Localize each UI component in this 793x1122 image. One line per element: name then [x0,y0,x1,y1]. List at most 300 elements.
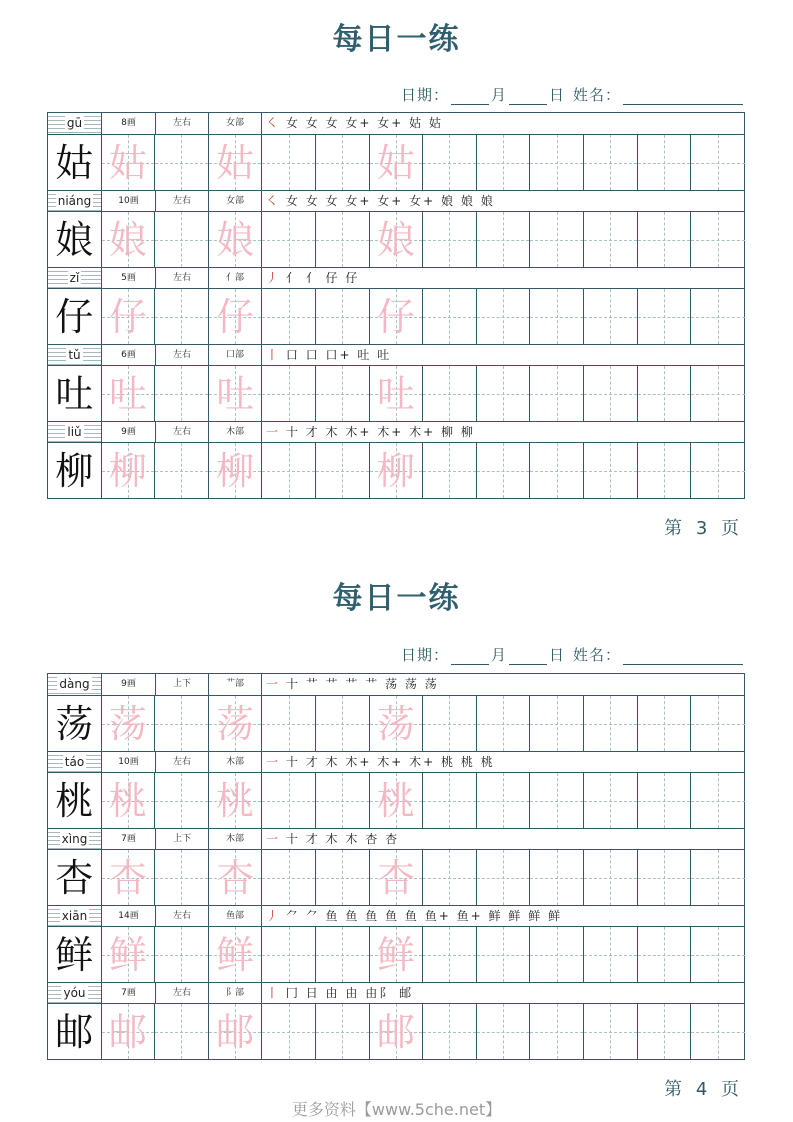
practice-cell[interactable] [691,366,745,421]
stroke-step: 艹 [345,677,360,691]
pinyin-text: tǔ [68,348,81,362]
practice-cell[interactable] [209,850,263,905]
practice-cell[interactable] [530,289,584,344]
name-blank[interactable] [623,650,743,665]
practice-cell[interactable] [584,927,638,982]
model-character: 吐 [55,371,94,416]
practice-cell[interactable] [584,696,638,751]
stroke-count: 14画 [102,906,156,927]
practice-cell[interactable] [584,773,638,828]
practice-cell[interactable] [423,850,477,905]
stroke-step: 女 [285,116,300,130]
practice-cell[interactable] [584,212,638,267]
stroke-step: 鱼 [325,909,340,923]
practice-cell[interactable] [530,135,584,190]
practice-cell[interactable] [477,135,531,190]
practice-cell[interactable] [423,773,477,828]
model-character: 鲜 [55,932,94,977]
stroke-step: 女+ [377,194,404,208]
practice-cell[interactable] [423,927,477,982]
page-title: 每日一练 [332,581,461,616]
name-label: 姓名： [572,86,621,104]
practice-cell[interactable] [584,366,638,421]
practice-cell[interactable] [530,366,584,421]
practice-cell[interactable] [209,773,263,828]
practice-cell[interactable] [370,289,424,344]
practice-cell[interactable] [155,1004,209,1059]
model-cell [48,773,102,828]
day-label: 日 [548,86,565,104]
practice-cell[interactable] [584,135,638,190]
stroke-step: 才 [305,832,320,846]
practice-cell[interactable] [316,366,370,421]
month-blank[interactable] [451,90,489,105]
practice-cell[interactable] [691,1004,745,1059]
structure: 左右 [156,268,209,289]
model-character: 姑 [55,140,94,185]
practice-cell[interactable] [155,289,209,344]
practice-cell[interactable] [102,212,156,267]
model-character: 荡 [55,701,94,746]
pinyin [48,983,102,1004]
stroke-step: 口 [285,348,300,362]
date-label: 日期： [400,86,449,104]
practice-sheet [47,673,745,1060]
stroke-order [262,191,744,212]
stroke-step: 柳 [460,425,475,439]
pinyin-text: gū [66,116,83,130]
stroke-count: 5画 [102,268,156,289]
character-row [48,267,744,344]
writing-grid [48,773,744,828]
stroke-step: 冂 [285,986,300,1000]
stroke-step: 由 [325,986,340,1000]
stroke-step: 木+ [409,425,436,439]
trace-character: 柳 [216,448,255,493]
practice-cell[interactable] [262,135,316,190]
model-cell [48,212,102,267]
practice-cell[interactable] [209,1004,263,1059]
pinyin-text: dàng [59,677,90,691]
stroke-step: 一 [266,425,281,439]
stroke-step: 仔 [345,271,360,285]
practice-cell[interactable] [209,135,263,190]
stroke-step: 十 [285,832,300,846]
practice-cell[interactable] [209,289,263,344]
practice-cell[interactable] [316,443,370,498]
stroke-step: 荡 [385,677,400,691]
practice-cell[interactable] [477,289,531,344]
date-name-fields [401,644,745,665]
model-cell [48,850,102,905]
stroke-count: 6画 [102,345,156,366]
practice-cell[interactable] [155,927,209,982]
structure: 左右 [156,345,209,366]
trace-character: 荡 [216,701,255,746]
pinyin-text: niáng [57,194,92,208]
radical: 女部 [209,191,262,212]
practice-cell[interactable] [584,850,638,905]
practice-cell[interactable] [370,366,424,421]
practice-cell[interactable] [155,696,209,751]
practice-cell[interactable] [262,443,316,498]
stroke-step: 姑 [409,116,424,130]
practice-cell[interactable] [638,850,692,905]
practice-cell[interactable] [638,1004,692,1059]
trace-character: 吐 [376,371,415,416]
pinyin [48,113,102,134]
practice-cell[interactable] [423,212,477,267]
stroke-step: 女+ [409,194,436,208]
trace-character: 姑 [376,140,415,185]
trace-character: 姑 [108,140,147,185]
practice-cell[interactable] [370,135,424,190]
stroke-step: ⺈ [285,909,300,923]
model-character: 杏 [55,855,94,900]
stroke-step: 女 [285,194,300,208]
stroke-count: 7画 [102,829,156,850]
character-info-bar [48,751,744,773]
model-cell [48,366,102,421]
practice-cell[interactable] [423,135,477,190]
structure: 左右 [156,752,209,773]
stroke-count: 9画 [102,674,156,695]
practice-cell[interactable] [155,135,209,190]
practice-cell[interactable] [102,850,156,905]
stroke-step: 木 [325,832,340,846]
stroke-step: 亻 [285,271,300,285]
practice-cell[interactable] [638,696,692,751]
practice-cell[interactable] [370,850,424,905]
model-cell [48,443,102,498]
pinyin [48,191,102,212]
practice-cell[interactable] [370,927,424,982]
month-label: 月 [490,646,507,664]
practice-cell[interactable] [423,443,477,498]
practice-cell[interactable] [102,696,156,751]
stroke-step: 木 [325,755,340,769]
stroke-count: 8画 [102,113,156,134]
practice-cell[interactable] [477,366,531,421]
model-cell [48,135,102,190]
practice-cell[interactable] [316,850,370,905]
stroke-step: 娘 [441,194,456,208]
character-row [48,113,744,190]
stroke-step: 鱼 [365,909,380,923]
trace-character: 桃 [376,778,415,823]
practice-cell[interactable] [638,773,692,828]
practice-cell[interactable] [316,773,370,828]
practice-cell[interactable] [423,366,477,421]
practice-cell[interactable] [423,696,477,751]
trace-character: 鲜 [216,932,255,977]
practice-cell[interactable] [423,1004,477,1059]
writing-grid [48,1004,744,1059]
stroke-step: 艹 [325,677,340,691]
model-character: 邮 [55,1009,94,1054]
practice-cell[interactable] [262,773,316,828]
stroke-step: 仔 [325,271,340,285]
character-info-bar [48,905,744,927]
practice-cell[interactable] [530,773,584,828]
structure: 左右 [156,113,209,134]
practice-cell[interactable] [209,443,263,498]
stroke-step: 由 [345,986,360,1000]
stroke-order [262,113,744,134]
stroke-step: 女 [305,116,320,130]
pinyin-text: táo [64,755,85,769]
stroke-order [262,752,744,773]
practice-cell[interactable] [370,1004,424,1059]
stroke-step: 桃 [480,755,495,769]
stroke-step: 亻 [305,271,320,285]
practice-cell[interactable] [262,289,316,344]
practice-cell[interactable] [102,135,156,190]
stroke-order [262,829,744,850]
practice-cell[interactable] [316,212,370,267]
stroke-step: 邮 [399,986,414,1000]
practice-cell[interactable] [316,927,370,982]
practice-cell[interactable] [102,443,156,498]
trace-character: 柳 [108,448,147,493]
practice-cell[interactable] [102,366,156,421]
practice-cell[interactable] [477,696,531,751]
practice-cell[interactable] [691,443,745,498]
pinyin [48,268,102,289]
trace-character: 杏 [216,855,255,900]
practice-cell[interactable] [477,1004,531,1059]
practice-cell[interactable] [638,289,692,344]
trace-character: 娘 [376,217,415,262]
practice-cell[interactable] [691,289,745,344]
stroke-order [262,422,744,443]
pinyin [48,674,102,695]
practice-cell[interactable] [691,850,745,905]
trace-character: 荡 [376,701,415,746]
structure: 上下 [156,674,209,695]
trace-character: 娘 [216,217,255,262]
stroke-step: 一 [266,677,281,691]
practice-cell[interactable] [530,443,584,498]
footer-watermark: 更多资料【www.5che.net】 [291,1100,502,1119]
practice-cell[interactable] [262,927,316,982]
model-character: 桃 [55,778,94,823]
date-label: 日期： [400,646,449,664]
practice-cell[interactable] [477,927,531,982]
stroke-count: 10画 [102,752,156,773]
practice-cell[interactable] [102,1004,156,1059]
stroke-step: 木+ [345,755,372,769]
practice-cell[interactable] [209,927,263,982]
stroke-step: 木 [325,425,340,439]
practice-cell[interactable] [316,696,370,751]
practice-cell[interactable] [691,696,745,751]
name-label: 姓名： [572,646,621,664]
radical: 木部 [209,422,262,443]
pinyin-text: yóu [63,986,86,1000]
character-info-bar [48,421,744,443]
stroke-step: 一 [266,832,281,846]
structure: 左右 [156,906,209,927]
practice-cell[interactable] [155,443,209,498]
practice-cell[interactable] [477,443,531,498]
practice-cell[interactable] [262,212,316,267]
stroke-step: 一 [266,755,281,769]
practice-cell[interactable] [316,135,370,190]
stroke-step: ㇛ [266,194,281,208]
practice-cell[interactable] [316,289,370,344]
pinyin-text: liǔ [67,425,82,439]
stroke-step: 荡 [404,677,419,691]
trace-character: 杏 [108,855,147,900]
radical: 艹部 [209,674,262,695]
stroke-step: 艹 [305,677,320,691]
trace-character: 杏 [376,855,415,900]
practice-cell[interactable] [262,366,316,421]
date-name-fields [401,84,745,105]
stroke-step: 鱼 [385,909,400,923]
pinyin [48,906,102,927]
model-character: 仔 [55,294,94,339]
practice-cell[interactable] [691,212,745,267]
pinyin [48,752,102,773]
stroke-step: 鱼 [345,909,360,923]
practice-cell[interactable] [530,696,584,751]
practice-cell[interactable] [155,773,209,828]
model-cell [48,927,102,982]
practice-cell[interactable] [638,366,692,421]
practice-cell[interactable] [584,289,638,344]
stroke-step: 十 [285,677,300,691]
practice-cell[interactable] [691,135,745,190]
stroke-step: 十 [285,425,300,439]
month-label: 月 [490,86,507,104]
practice-cell[interactable] [530,850,584,905]
trace-character: 柳 [376,448,415,493]
model-cell [48,696,102,751]
practice-cell[interactable] [370,696,424,751]
stroke-step: 木+ [345,425,372,439]
stroke-step: 鱼+ [456,909,483,923]
practice-cell[interactable] [691,773,745,828]
practice-cell[interactable] [638,212,692,267]
writing-grid [48,212,744,267]
practice-cell[interactable] [262,696,316,751]
stroke-step: 丨 [266,986,281,1000]
stroke-step: 鲜 [548,909,563,923]
trace-character: 吐 [216,371,255,416]
day-blank[interactable] [509,90,547,105]
practice-cell[interactable] [530,1004,584,1059]
stroke-step: 口+ [325,348,352,362]
practice-cell[interactable] [102,927,156,982]
character-row [48,751,744,828]
practice-cell[interactable] [155,850,209,905]
practice-cell[interactable] [102,773,156,828]
pinyin [48,345,102,366]
practice-cell[interactable] [316,1004,370,1059]
pinyin [48,422,102,443]
practice-cell[interactable] [584,1004,638,1059]
stroke-step: 娘 [460,194,475,208]
stroke-order [262,674,744,695]
stroke-step: 木+ [377,755,404,769]
practice-cell[interactable] [155,212,209,267]
model-character: 娘 [55,217,94,262]
stroke-step: 艹 [365,677,380,691]
character-info-bar [48,982,744,1004]
practice-cell[interactable] [477,850,531,905]
practice-cell[interactable] [370,443,424,498]
stroke-step: 女+ [377,116,404,130]
stroke-order [262,983,744,1004]
practice-cell[interactable] [530,212,584,267]
stroke-step: 由阝 [365,986,394,1000]
practice-cell[interactable] [370,773,424,828]
day-blank[interactable] [509,650,547,665]
radical: 鱼部 [209,906,262,927]
writing-grid [48,850,744,905]
stroke-step: 女+ [345,194,372,208]
name-blank[interactable] [623,90,743,105]
character-row [48,674,744,751]
practice-cell[interactable] [102,289,156,344]
page-number: 第 4 页 [664,1079,743,1100]
stroke-step: 才 [305,755,320,769]
practice-cell[interactable] [638,135,692,190]
character-row [48,344,744,421]
practice-cell[interactable] [638,443,692,498]
practice-cell[interactable] [477,773,531,828]
stroke-step: 丨 [266,348,281,362]
practice-cell[interactable] [530,927,584,982]
practice-cell[interactable] [584,443,638,498]
practice-cell[interactable] [477,212,531,267]
structure: 左右 [156,983,209,1004]
pinyin-text: xìng [61,832,88,846]
trace-character: 桃 [108,778,147,823]
character-row [48,190,744,267]
practice-cell[interactable] [370,212,424,267]
practice-cell[interactable] [262,1004,316,1059]
practice-cell[interactable] [262,850,316,905]
practice-cell[interactable] [423,289,477,344]
practice-cell[interactable] [691,927,745,982]
character-row [48,828,744,905]
stroke-step: 木 [345,832,360,846]
month-blank[interactable] [451,650,489,665]
writing-grid [48,696,744,751]
stroke-step: 木+ [377,425,404,439]
character-info-bar [48,267,744,289]
stroke-count: 7画 [102,983,156,1004]
stroke-step: 女 [325,194,340,208]
trace-character: 仔 [216,294,255,339]
stroke-order [262,345,744,366]
stroke-step: 姑 [429,116,444,130]
practice-cell[interactable] [638,927,692,982]
pinyin-text: xiān [61,909,88,923]
stroke-step: 吐 [357,348,372,362]
stroke-step: 鱼 [404,909,419,923]
practice-cell[interactable] [155,366,209,421]
practice-cell[interactable] [209,366,263,421]
radical: 亻部 [209,268,262,289]
practice-cell[interactable] [209,696,263,751]
character-info-bar [48,190,744,212]
practice-cell[interactable] [209,212,263,267]
stroke-count: 9画 [102,422,156,443]
